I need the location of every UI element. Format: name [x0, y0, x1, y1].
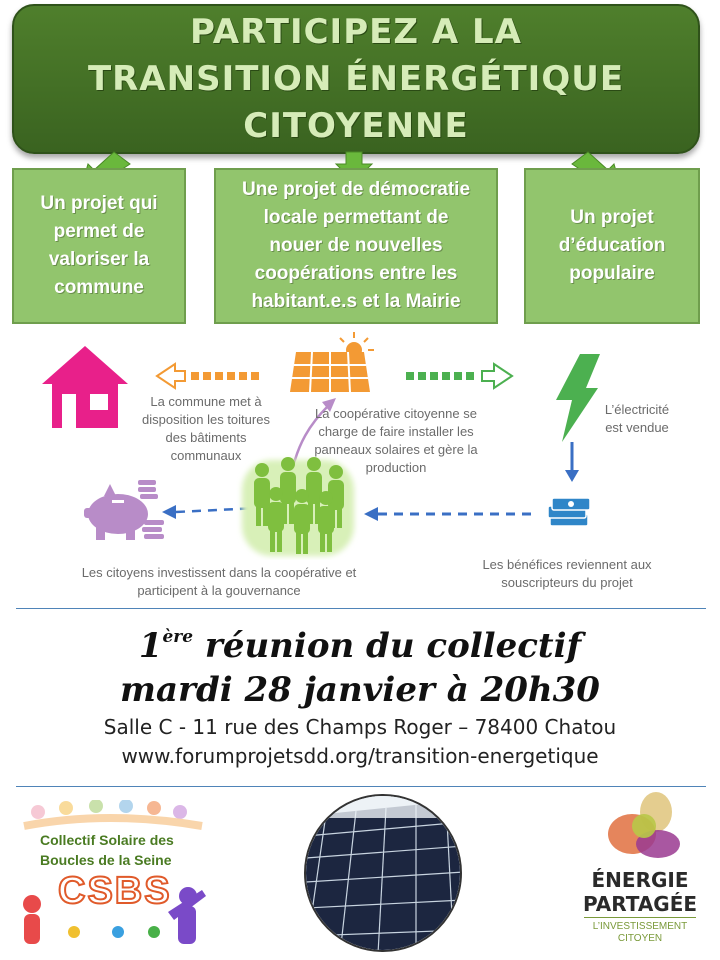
caption-line: disposition les toitures: [142, 412, 270, 427]
leaf-icon: [570, 790, 710, 866]
box1-line: Un projet qui: [40, 193, 158, 214]
caption-line: Les bénéfices reviennent aux: [482, 557, 652, 572]
caption-line: production: [365, 460, 427, 475]
energie-partagee-logo: [570, 790, 710, 950]
money-stack-icon: [546, 494, 592, 530]
caption-benefices: [462, 556, 672, 592]
box3-line: populaire: [569, 263, 655, 284]
csbs-name: [40, 830, 200, 870]
meeting-title: [0, 615, 720, 668]
caption-line: charge de faire installer les: [318, 424, 474, 439]
ep-line2: PARTAGÉE: [582, 892, 698, 916]
caption-line: La commune met à: [150, 394, 262, 409]
caption-cooperative: [298, 405, 494, 477]
box2-line: Une projet de démocratie: [241, 179, 471, 200]
divider-bottom: [16, 786, 706, 787]
box1-line: permet de: [53, 221, 145, 242]
caption-commune: [118, 393, 294, 465]
meeting-address: Salle C - 11 rue des Champs Roger – 78400 Chatou: [103, 715, 617, 739]
box-valoriser-commune: [12, 168, 186, 324]
box2-line: locale permettant de: [263, 207, 449, 228]
ep-subtitle: [570, 921, 710, 945]
box2-line: habitant.e.s et la Mairie: [251, 291, 461, 312]
solar-panels-photo: [304, 794, 462, 952]
title-banner: [12, 4, 700, 154]
csbs-abbr: CSBS: [58, 870, 172, 912]
caption-electricite: [592, 401, 682, 437]
divider-top: [16, 608, 706, 609]
ep-line1: ÉNERGIE: [591, 868, 689, 892]
meeting-title-rest: réunion du collectif: [193, 626, 582, 666]
box2-line: nouer de nouvelles: [269, 235, 443, 256]
csbs-line: Collectif Solaire des: [40, 832, 174, 848]
box1-line: commune: [54, 277, 144, 298]
meeting-ordinal: 1: [138, 626, 163, 666]
house-icon: [40, 342, 130, 430]
piggy-bank-icon: [78, 474, 170, 546]
banner-line-2: TRANSITION ÉNERGÉTIQUE: [87, 58, 625, 99]
solar-panel-icon: [284, 330, 378, 396]
meeting-ordinal-sup: ère: [162, 627, 194, 647]
banner-line-3: CITOYENNE: [243, 105, 469, 146]
arrow-dashed-left-icon: [362, 504, 540, 524]
caption-line: communaux: [170, 448, 242, 463]
caption-line: panneaux solaires et gère la: [314, 442, 478, 457]
arrow-down-blue-icon: [564, 440, 580, 484]
website-link[interactable]: www.forumprojetsdd.org/transition-energetique: [121, 744, 599, 768]
box-democratie-locale: [214, 168, 498, 324]
ep-sub-line: CITOYEN: [617, 933, 663, 944]
banner-line-1: PARTICIPEZ A LA: [190, 11, 522, 52]
csbs-logo: [18, 800, 208, 950]
ep-divider: [584, 917, 696, 918]
box2-line: coopérations entre les: [254, 263, 458, 284]
box-education-populaire: [524, 168, 700, 324]
arrow-right-to-electricity-icon: [402, 362, 514, 390]
caption-line: La coopérative citoyenne se: [315, 406, 477, 421]
ep-sub-line: L’INVESTISSEMENT: [592, 921, 688, 932]
solar-panels-image: [306, 796, 462, 952]
box3-line: Un projet: [570, 207, 654, 228]
caption-line: des bâtiments: [165, 430, 247, 445]
caption-line: L’électricité: [604, 402, 670, 417]
caption-line: Les citoyens investissent dans la coopérative et: [81, 565, 357, 580]
csbs-line: Boucles de la Seine: [40, 852, 172, 868]
box3-line: d’éducation: [558, 235, 666, 256]
box1-line: valoriser la: [48, 249, 150, 270]
caption-line: souscripteurs du projet: [501, 575, 633, 590]
meeting-date: mardi 28 janvier à 20h30: [120, 670, 600, 710]
caption-citoyens: [56, 564, 382, 600]
caption-line: participent à la gouvernance: [137, 583, 301, 598]
arrow-left-to-house-icon: [155, 362, 267, 390]
caption-line: est vendue: [605, 420, 669, 435]
